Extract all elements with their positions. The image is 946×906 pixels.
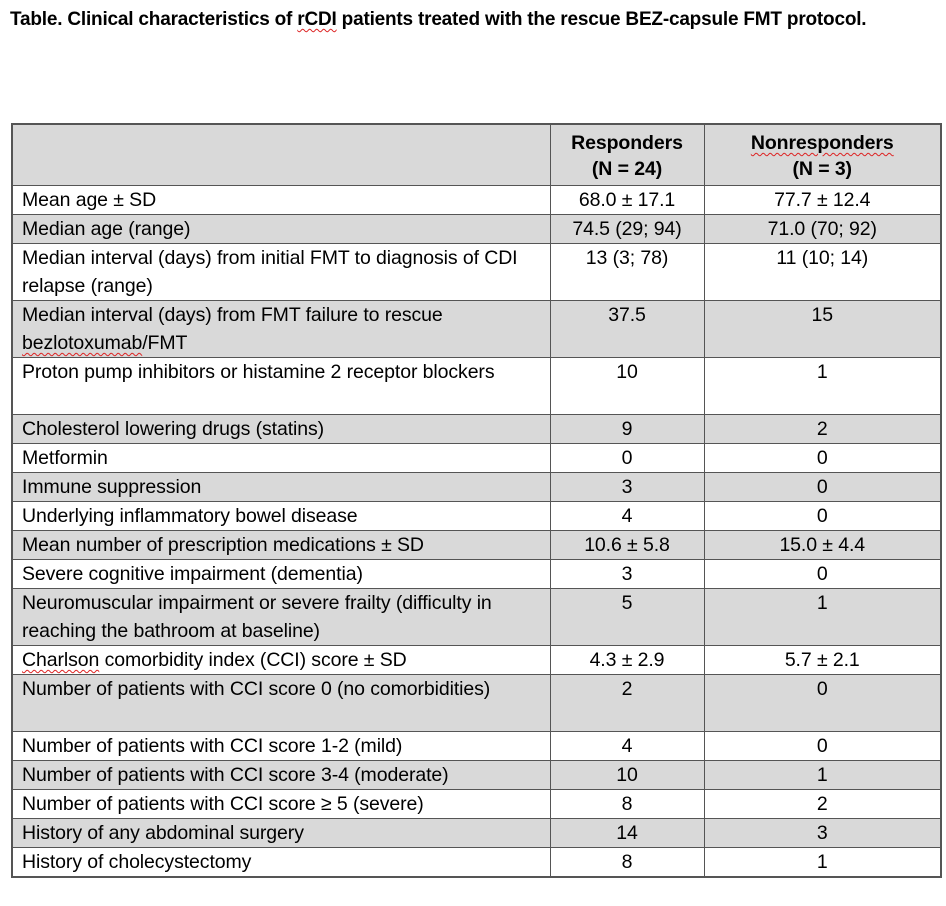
row-label-prefix: Median interval (days) from FMT failure to rescue bbox=[22, 304, 443, 326]
header-responders bbox=[550, 124, 704, 186]
header-empty-cell bbox=[12, 124, 550, 186]
nonresponders-value: 0 bbox=[704, 502, 941, 531]
nonresponders-value: 2 bbox=[704, 790, 941, 819]
nonresponders-value: 77.7 ± 12.4 bbox=[704, 186, 941, 215]
table-row bbox=[12, 244, 941, 301]
table-row bbox=[12, 415, 941, 444]
row-label: Number of patients with CCI score 0 (no comorbidities) bbox=[12, 675, 550, 732]
header-nonresponders bbox=[704, 124, 941, 186]
title-prefix: Table. Clinical characteristics of bbox=[10, 9, 298, 30]
row-label: Underlying inflammatory bowel disease bbox=[12, 502, 550, 531]
table-row bbox=[12, 646, 941, 675]
nonresponders-value: 3 bbox=[704, 819, 941, 848]
nonresponders-value: 11 (10; 14) bbox=[704, 244, 941, 301]
nonresponders-value: 1 bbox=[704, 761, 941, 790]
nonresponders-value: 1 bbox=[704, 589, 941, 646]
header-nonresponders-line1: Nonresponders bbox=[750, 132, 894, 154]
row-label: Number of patients with CCI score 1-2 (mild) bbox=[12, 732, 550, 761]
responders-value: 8 bbox=[550, 848, 704, 878]
row-label: Number of patients with CCI score ≥ 5 (severe) bbox=[12, 790, 550, 819]
nonresponders-value: 5.7 ± 2.1 bbox=[704, 646, 941, 675]
nonresponders-value: 71.0 (70; 92) bbox=[704, 215, 941, 244]
responders-value: 10 bbox=[550, 761, 704, 790]
row-label: Proton pump inhibitors or histamine 2 receptor blockers bbox=[12, 358, 550, 415]
responders-value: 10 bbox=[550, 358, 704, 415]
row-label: Median age (range) bbox=[12, 215, 550, 244]
row-label bbox=[12, 646, 550, 675]
header-nonresponders-line2: (N = 3) bbox=[792, 158, 852, 180]
responders-value: 14 bbox=[550, 819, 704, 848]
table-row bbox=[12, 473, 941, 502]
row-label: History of any abdominal surgery bbox=[12, 819, 550, 848]
responders-value: 4 bbox=[550, 732, 704, 761]
header-responders-line2: (N = 24) bbox=[591, 158, 663, 180]
nonresponders-value: 0 bbox=[704, 444, 941, 473]
table-row bbox=[12, 819, 941, 848]
responders-value: 3 bbox=[550, 473, 704, 502]
row-label: Metformin bbox=[12, 444, 550, 473]
table-title bbox=[10, 7, 910, 32]
responders-value: 10.6 ± 5.8 bbox=[550, 531, 704, 560]
row-label: Median interval (days) from initial FMT to diagnosis of CDI relapse (range) bbox=[12, 244, 550, 301]
table-row bbox=[12, 186, 941, 215]
table-row bbox=[12, 215, 941, 244]
nonresponders-value: 15.0 ± 4.4 bbox=[704, 531, 941, 560]
row-label: Cholesterol lowering drugs (statins) bbox=[12, 415, 550, 444]
row-label: Mean age ± SD bbox=[12, 186, 550, 215]
row-label: Number of patients with CCI score 3-4 (moderate) bbox=[12, 761, 550, 790]
table-row bbox=[12, 732, 941, 761]
nonresponders-value: 2 bbox=[704, 415, 941, 444]
row-label: Mean number of prescription medications ± SD bbox=[12, 531, 550, 560]
responders-value: 0 bbox=[550, 444, 704, 473]
nonresponders-value: 0 bbox=[704, 675, 941, 732]
title-highlight-rcdi: rCDI bbox=[297, 9, 337, 30]
table-row bbox=[12, 560, 941, 589]
table-row bbox=[12, 301, 941, 358]
responders-value: 3 bbox=[550, 560, 704, 589]
responders-value: 74.5 (29; 94) bbox=[550, 215, 704, 244]
nonresponders-value: 1 bbox=[704, 358, 941, 415]
responders-value: 4 bbox=[550, 502, 704, 531]
responders-value: 9 bbox=[550, 415, 704, 444]
row-label-suffix: /FMT bbox=[142, 332, 188, 354]
table-row bbox=[12, 675, 941, 732]
row-label-highlight-charlson: Charlson bbox=[22, 649, 100, 671]
responders-value: 2 bbox=[550, 675, 704, 732]
responders-value: 4.3 ± 2.9 bbox=[550, 646, 704, 675]
table-row bbox=[12, 358, 941, 415]
nonresponders-value: 0 bbox=[704, 473, 941, 502]
responders-value: 5 bbox=[550, 589, 704, 646]
row-label: Immune suppression bbox=[12, 473, 550, 502]
responders-value: 13 (3; 78) bbox=[550, 244, 704, 301]
header-row bbox=[12, 124, 941, 186]
nonresponders-value: 0 bbox=[704, 560, 941, 589]
table-row bbox=[12, 848, 941, 878]
row-label-suffix: comorbidity index (CCI) score ± SD bbox=[99, 649, 407, 671]
nonresponders-value: 15 bbox=[704, 301, 941, 358]
row-label-highlight-bezlotoxumab: bezlotoxumab bbox=[22, 332, 143, 354]
clinical-characteristics-table bbox=[11, 123, 942, 878]
table-row bbox=[12, 444, 941, 473]
header-responders-line1: Responders bbox=[571, 132, 683, 154]
nonresponders-value: 0 bbox=[704, 732, 941, 761]
row-label: Neuromuscular impairment or severe frailty (difficulty in reaching the bathroom at baseline) bbox=[12, 589, 550, 646]
responders-value: 8 bbox=[550, 790, 704, 819]
row-label: History of cholecystectomy bbox=[12, 848, 550, 878]
table-row bbox=[12, 502, 941, 531]
table-row bbox=[12, 790, 941, 819]
responders-value: 68.0 ± 17.1 bbox=[550, 186, 704, 215]
nonresponders-value: 1 bbox=[704, 848, 941, 878]
table-row bbox=[12, 531, 941, 560]
responders-value: 37.5 bbox=[550, 301, 704, 358]
row-label bbox=[12, 301, 550, 358]
table-row bbox=[12, 761, 941, 790]
row-label: Severe cognitive impairment (dementia) bbox=[12, 560, 550, 589]
table-row bbox=[12, 589, 941, 646]
title-suffix: patients treated with the rescue BEZ-capsule FMT protocol. bbox=[336, 9, 867, 30]
